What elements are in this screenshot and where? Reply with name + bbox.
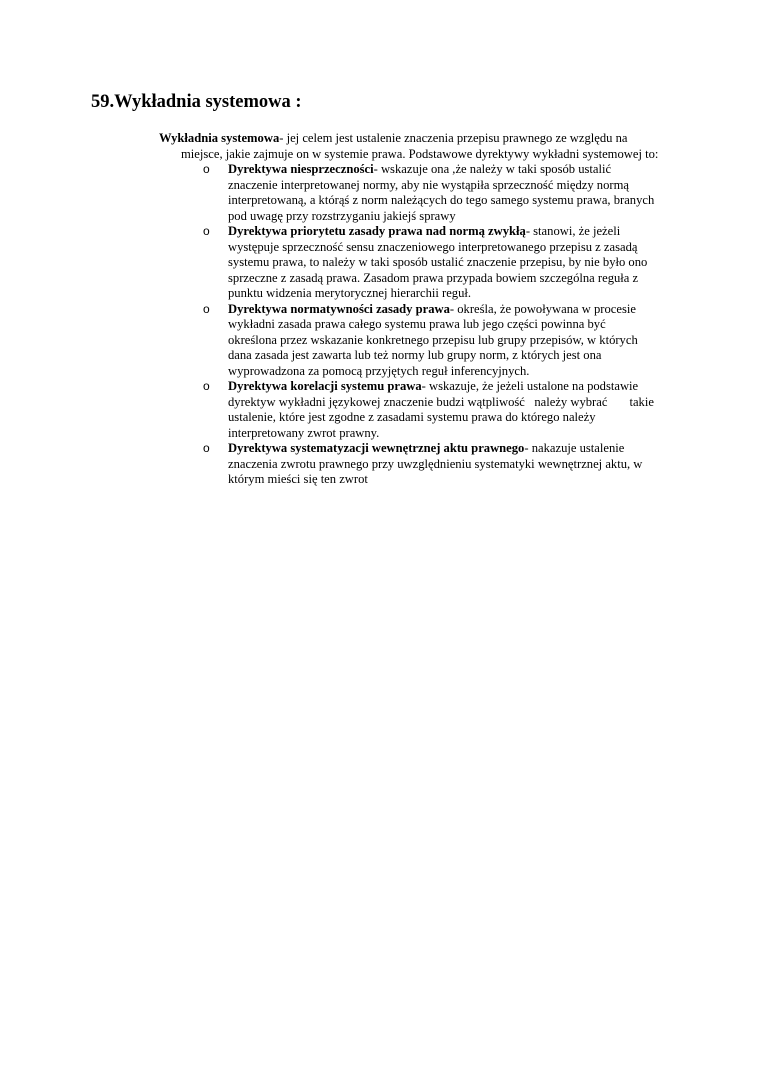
directive-text: - wskazuje, że jeżeli ustalone na podstawie	[421, 379, 639, 393]
directive-body	[228, 162, 668, 224]
directive-line	[228, 224, 668, 240]
directive-text: - stanowi, że jeżeli	[525, 224, 621, 238]
bullet-marker: o	[203, 162, 210, 176]
directive-line: znaczenia zwrotu prawnego przy uwzględnieniu systematyki wewnętrznej aktu, w	[228, 456, 643, 471]
directive-term: Dyrektywa priorytetu zasady prawa nad normą zwykłą	[228, 224, 526, 238]
directive-line	[228, 379, 668, 395]
intro-line-2: miejsce, jakie zajmuje on w systemie prawa. Podstawowe dyrektywy wykładni systemowej to:	[181, 146, 659, 161]
directive-line: punktu widzenia merytorycznej hierarchii reguł.	[228, 286, 472, 300]
directive-item	[0, 441, 760, 488]
directive-term: Dyrektywa niesprzeczności	[228, 162, 374, 176]
directive-line: wyprowadzona za pomocą przyjętych reguł inferencyjnych.	[228, 363, 530, 378]
directive-line: interpretowany zwrot prawny.	[228, 425, 380, 440]
bullet-marker: o	[203, 224, 210, 238]
directive-text: - wskazuje ona ,że należy w taki sposób ustalić	[373, 162, 612, 176]
directive-line: występuje sprzeczność sensu znaczeniowego interpretowanego przepisu z zasadą	[228, 239, 638, 254]
directive-item	[0, 224, 760, 302]
directive-line	[228, 441, 668, 457]
intro-line-1	[159, 131, 679, 147]
directive-line	[228, 302, 668, 318]
directive-line: dyrektyw wykładni językowej znaczenie budzi wątpliwość należy wybrać takie	[228, 394, 654, 409]
intro-term: Wykładnia systemowa	[159, 131, 280, 145]
directive-body	[228, 224, 668, 302]
directive-item	[0, 162, 760, 224]
intro-line-1-text: - jej celem jest ustalenie znaczenia przepisu prawnego ze względu na	[279, 131, 628, 145]
bullet-marker: o	[203, 301, 210, 316]
directive-term: Dyrektywa systematyzacji wewnętrznej aktu prawnego	[228, 441, 525, 455]
bullet-marker: o	[203, 441, 210, 455]
directive-line	[228, 162, 668, 178]
directive-body	[228, 302, 668, 380]
intro-paragraph	[159, 131, 679, 162]
directives-list	[0, 162, 760, 488]
bullet-marker: o	[203, 379, 210, 393]
directive-text: - nakazuje ustalenie	[524, 441, 625, 455]
directive-line: sprzeczne z zasadą prawa. Zasadom prawa przypada bowiem szczególna reguła z	[228, 270, 639, 285]
directive-line: określona przez wskazanie konkretnego przepisu lub grupy przepisów, w których	[228, 332, 638, 347]
directive-term: Dyrektywa normatywności zasady prawa	[228, 301, 450, 316]
directive-line: interpretowaną, a którąś z norm należących do tego samego systemu prawa, branych	[228, 193, 655, 207]
directive-line: znaczenie interpretowanej normy, aby nie wystąpiła sprzeczność między normą	[228, 177, 629, 192]
directive-item	[0, 302, 760, 380]
directive-line: wykładni zasada prawa całego systemu prawa lub jego części powinna być	[228, 317, 606, 331]
directive-item	[0, 379, 760, 441]
directive-line: ustalenie, które jest zgodne z zasadami systemu prawa do którego należy	[228, 410, 596, 424]
directive-text: - określa, że powoływana w procesie	[449, 301, 636, 316]
section-heading: 59.Wykładnia systemowa :	[91, 92, 302, 112]
directive-body	[228, 379, 668, 441]
directive-line: pod uwagę przy rozstrzyganiu jakiejś sprawy	[228, 208, 456, 223]
directive-line: którym mieści się ten zwrot	[228, 472, 368, 486]
directive-line: dana zasada jest zawarta lub też normy lub grupy norm, z których jest ona	[228, 348, 602, 362]
directive-body	[228, 441, 668, 488]
directive-line: systemu prawa, to należy w taki sposób ustalić znaczenie przepisu, by nie było ono	[228, 255, 648, 269]
directive-term: Dyrektywa korelacji systemu prawa	[228, 379, 422, 393]
